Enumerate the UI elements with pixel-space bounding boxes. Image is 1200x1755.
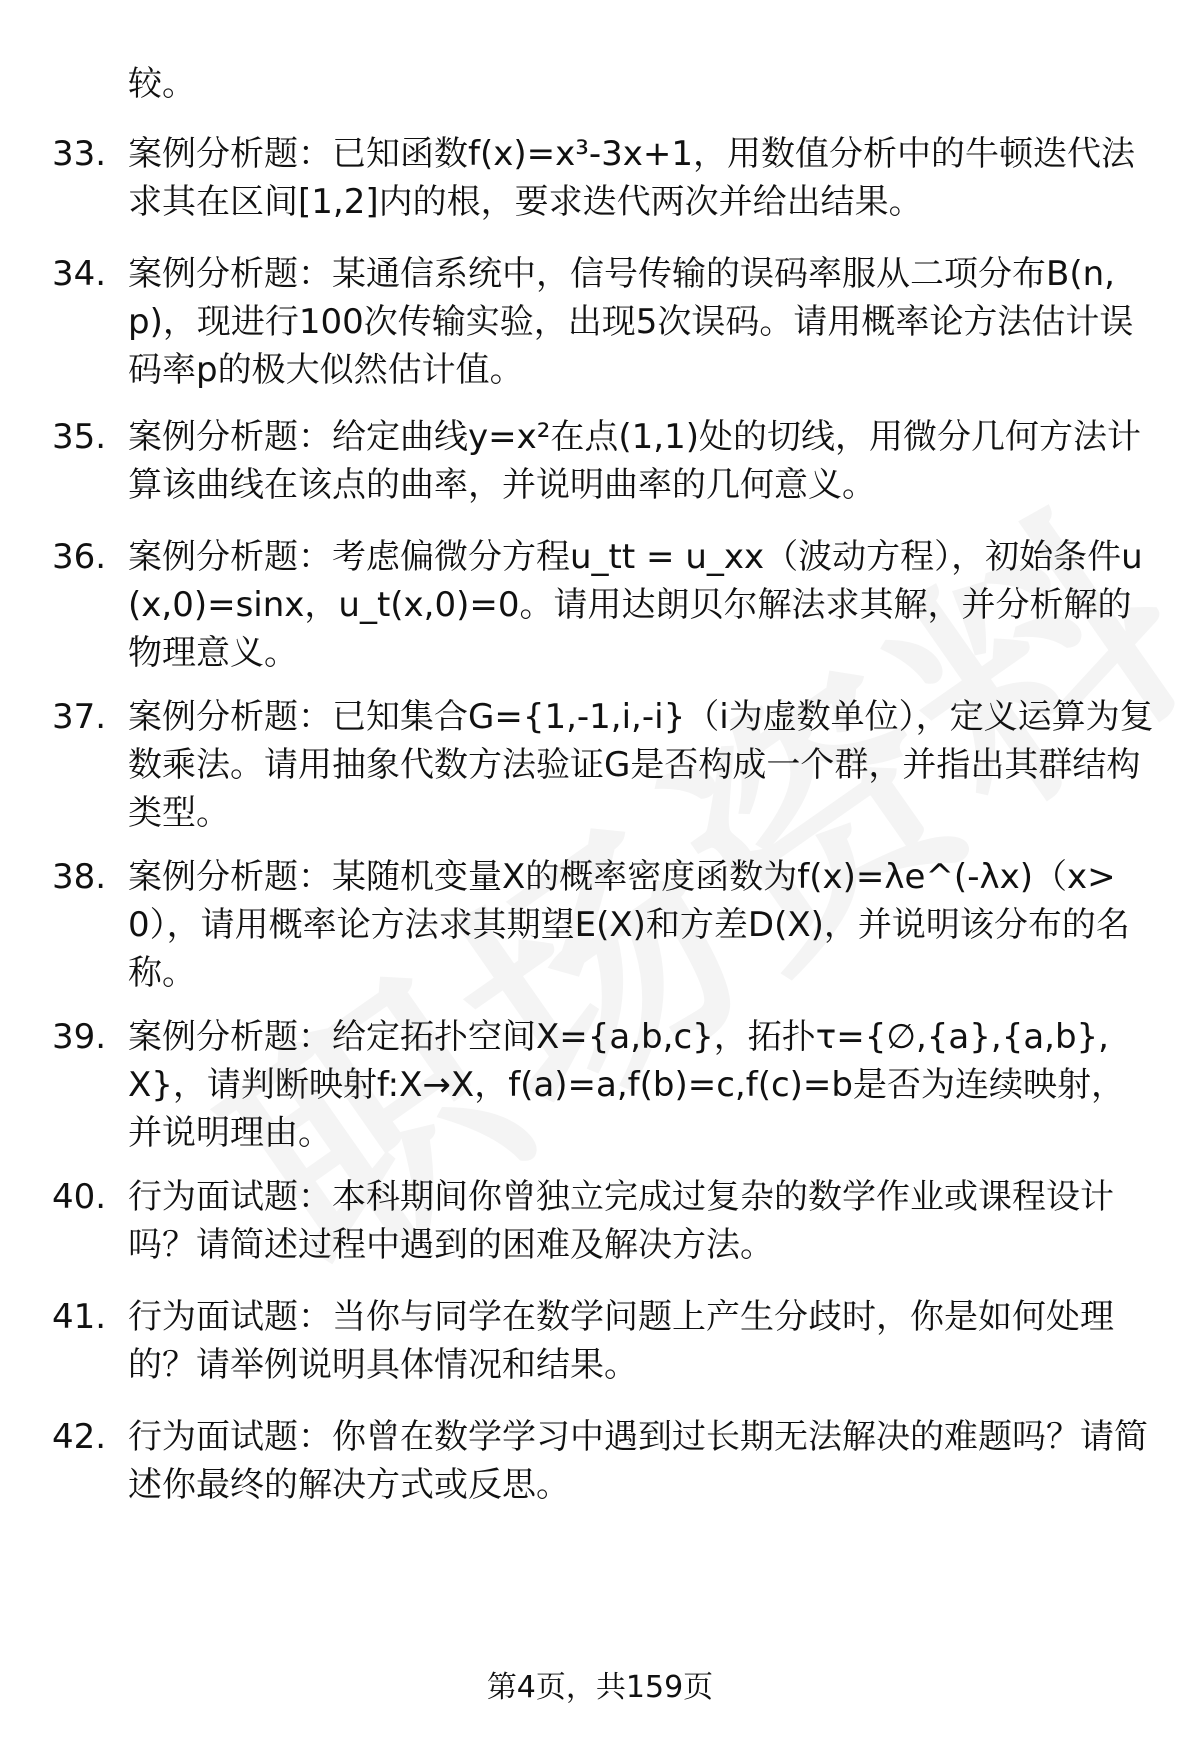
question-text: 案例分析题：某随机变量X的概率密度函数为f(x)=λe^(-λx)（x>0），请用概率论方法求其期望E(X)和方差D(X)，并说明该分布的名称。 — [128, 857, 1130, 993]
question-text: 案例分析题：已知函数f(x)=x³-3x+1，用数值分析中的牛顿迭代法求其在区间[1,2]内的根，要求迭代两次并给出结果。 — [128, 134, 1135, 222]
page-footer: 第4页，共159页 — [486, 1670, 714, 1705]
question-number: 36. — [52, 537, 107, 577]
question-number: 37. — [52, 697, 107, 737]
question-number: 34. — [52, 254, 107, 294]
question-text: 案例分析题：给定拓扑空间X={a,b,c}，拓扑τ={∅,{a},{a,b},X}，请判断映射f:X→X，f(a)=a,f(b)=c,f(c)=b是否为连续映射，并说明理由。 — [128, 1017, 1126, 1153]
question-text: 行为面试题：当你与同学在数学问题上产生分歧时，你是如何处理的？请举例说明具体情况和结果。 — [128, 1297, 1114, 1385]
continuation-text: 较。 — [128, 64, 196, 104]
question-text: 案例分析题：已知集合G={1,-1,i,-i}（i为虚数单位），定义运算为复数乘法。请用抽象代数方法验证G是否构成一个群，并指出其群结构类型。 — [128, 697, 1154, 833]
question-text: 案例分析题：给定曲线y=x²在点(1,1)处的切线，用微分几何方法计算该曲线在该点的曲率，并说明曲率的几何意义。 — [128, 417, 1141, 505]
question-text: 行为面试题：你曾在数学学习中遇到过长期无法解决的难题吗？请简述你最终的解决方式或反思。 — [128, 1417, 1148, 1505]
question-text: 案例分析题：考虑偏微分方程u_tt = u_xx（波动方程），初始条件u(x,0)=sinx，u_t(x,0)=0。请用达朗贝尔解法求其解，并分析解的物理意义。 — [128, 537, 1143, 673]
question-number: 40. — [52, 1177, 107, 1217]
question-number: 41. — [52, 1297, 107, 1337]
question-number: 39. — [52, 1017, 107, 1057]
question-number: 38. — [52, 857, 107, 897]
question-number: 33. — [52, 134, 107, 174]
question-number: 35. — [52, 417, 107, 457]
question-text: 案例分析题：某通信系统中，信号传输的误码率服从二项分布B(n,p)，现进行100次传输实验，出现5次误码。请用概率论方法估计误码率p的极大似然估计值。 — [128, 254, 1134, 390]
question-text: 行为面试题：本科期间你曾独立完成过复杂的数学作业或课程设计吗？请简述过程中遇到的困难及解决方法。 — [128, 1177, 1114, 1265]
question-number: 42. — [52, 1417, 107, 1457]
